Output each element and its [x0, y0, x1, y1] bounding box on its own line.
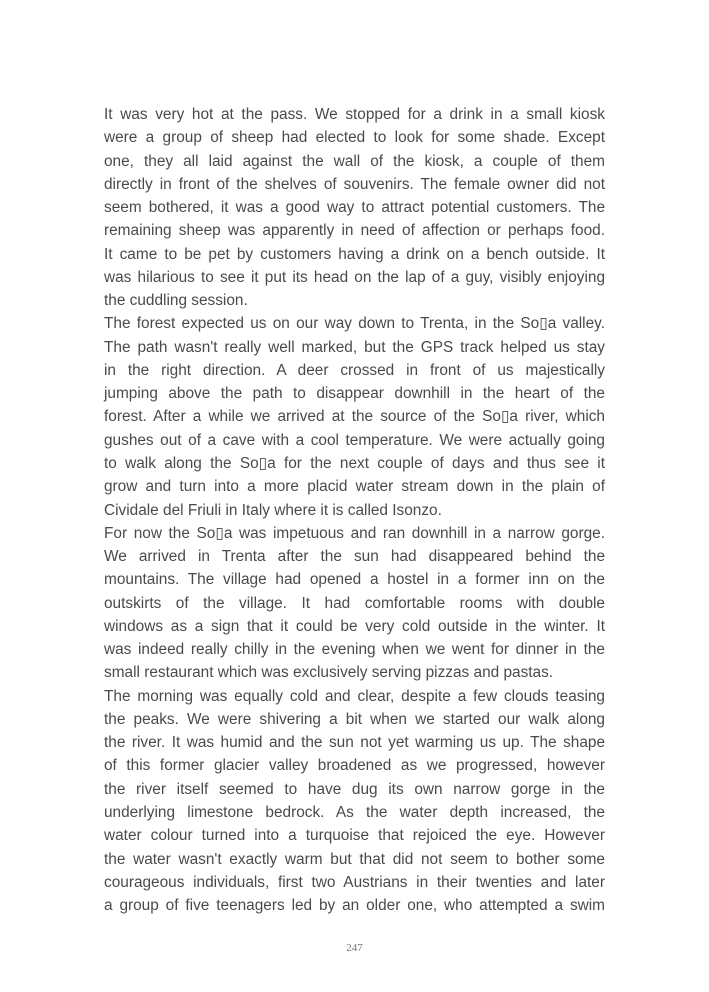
text-line: The path wasn't really well marked, but the GPS track helped us stay: [104, 338, 605, 356]
text-line: It came to be pet by customers having a drink on a bench outside. It: [104, 245, 605, 263]
text-line: the peaks. We were shivering a bit when we started our walk along: [104, 710, 605, 728]
text-line: the river itself seemed to have dug its own narrow gorge in the: [104, 780, 605, 798]
text-line: mountains. The village had opened a hostel in a former inn on the: [104, 571, 605, 589]
body-text: [104, 103, 605, 917]
text-line: the water wasn't exactly warm but that did not seem to bother some: [104, 850, 605, 868]
text-line: were a group of sheep had elected to look for some shade. Except: [104, 129, 605, 147]
text-line: It was very hot at the pass. We stopped for a drink in a small kiosk: [104, 106, 605, 123]
text-line: Cividale del Friuli in Italy where it is called Isonzo.: [104, 501, 442, 519]
text-line: water colour turned into a turquoise that rejoiced the eye. However: [104, 827, 605, 845]
text-line: underlying limestone bedrock. As the water depth increased, the: [104, 803, 605, 821]
paragraph: [104, 103, 605, 312]
text-line: windows as a sign that it could be very cold outside in the winter. It: [104, 617, 605, 635]
text-line: forest. After a while we arrived at the source of the So▯a river, which: [104, 408, 605, 426]
text-line: seem bothered, it was a good way to attract potential customers. The: [104, 199, 605, 217]
paragraph: [104, 685, 605, 918]
text-line: courageous individuals, first two Austrians in their twenties and later: [104, 873, 605, 891]
text-line: the river. It was humid and the sun not yet warming us up. The shape: [104, 734, 605, 752]
text-line: The forest expected us on our way down to Trenta, in the So▯a valley.: [104, 315, 605, 333]
text-line: to walk along the So▯a for the next couple of days and thus see it: [104, 454, 605, 472]
text-line: The morning was equally cold and clear, despite a few clouds teasing: [104, 687, 605, 705]
text-line: one, they all laid against the wall of the kiosk, a couple of them: [104, 152, 605, 170]
text-line: jumping above the path to disappear downhill in the heart of the: [104, 385, 605, 403]
text-line: the cuddling session.: [104, 292, 248, 310]
paragraph: [104, 312, 605, 521]
text-line: outskirts of the village. It had comfortable rooms with double: [104, 594, 605, 612]
paragraph: [104, 522, 605, 685]
text-line: gushes out of a cave with a cool temperature. We were actually going: [104, 431, 605, 449]
text-line: in the right direction. A deer crossed in front of us majestically: [104, 361, 605, 379]
page-number: 247: [346, 942, 363, 954]
text-line: was indeed really chilly in the evening when we went for dinner in the: [104, 641, 605, 659]
text-line: was hilarious to see it put its head on the lap of a guy, visibly enjoying: [104, 268, 605, 286]
text-line: remaining sheep was apparently in need of affection or perhaps food.: [104, 222, 605, 240]
text-line: a group of five teenagers led by an older one, who attempted a swim: [104, 897, 605, 915]
text-line: directly in front of the shelves of souvenirs. The female owner did not: [104, 175, 605, 193]
text-line: small restaurant which was exclusively serving pizzas and pastas.: [104, 664, 554, 682]
text-line: For now the So▯a was impetuous and ran downhill in a narrow gorge.: [104, 524, 605, 542]
text-line: We arrived in Trenta after the sun had disappeared behind the: [104, 548, 605, 566]
text-line: of this former glacier valley broadened as we progressed, however: [104, 757, 605, 775]
text-line: grow and turn into a more placid water stream down in the plain of: [104, 478, 605, 496]
